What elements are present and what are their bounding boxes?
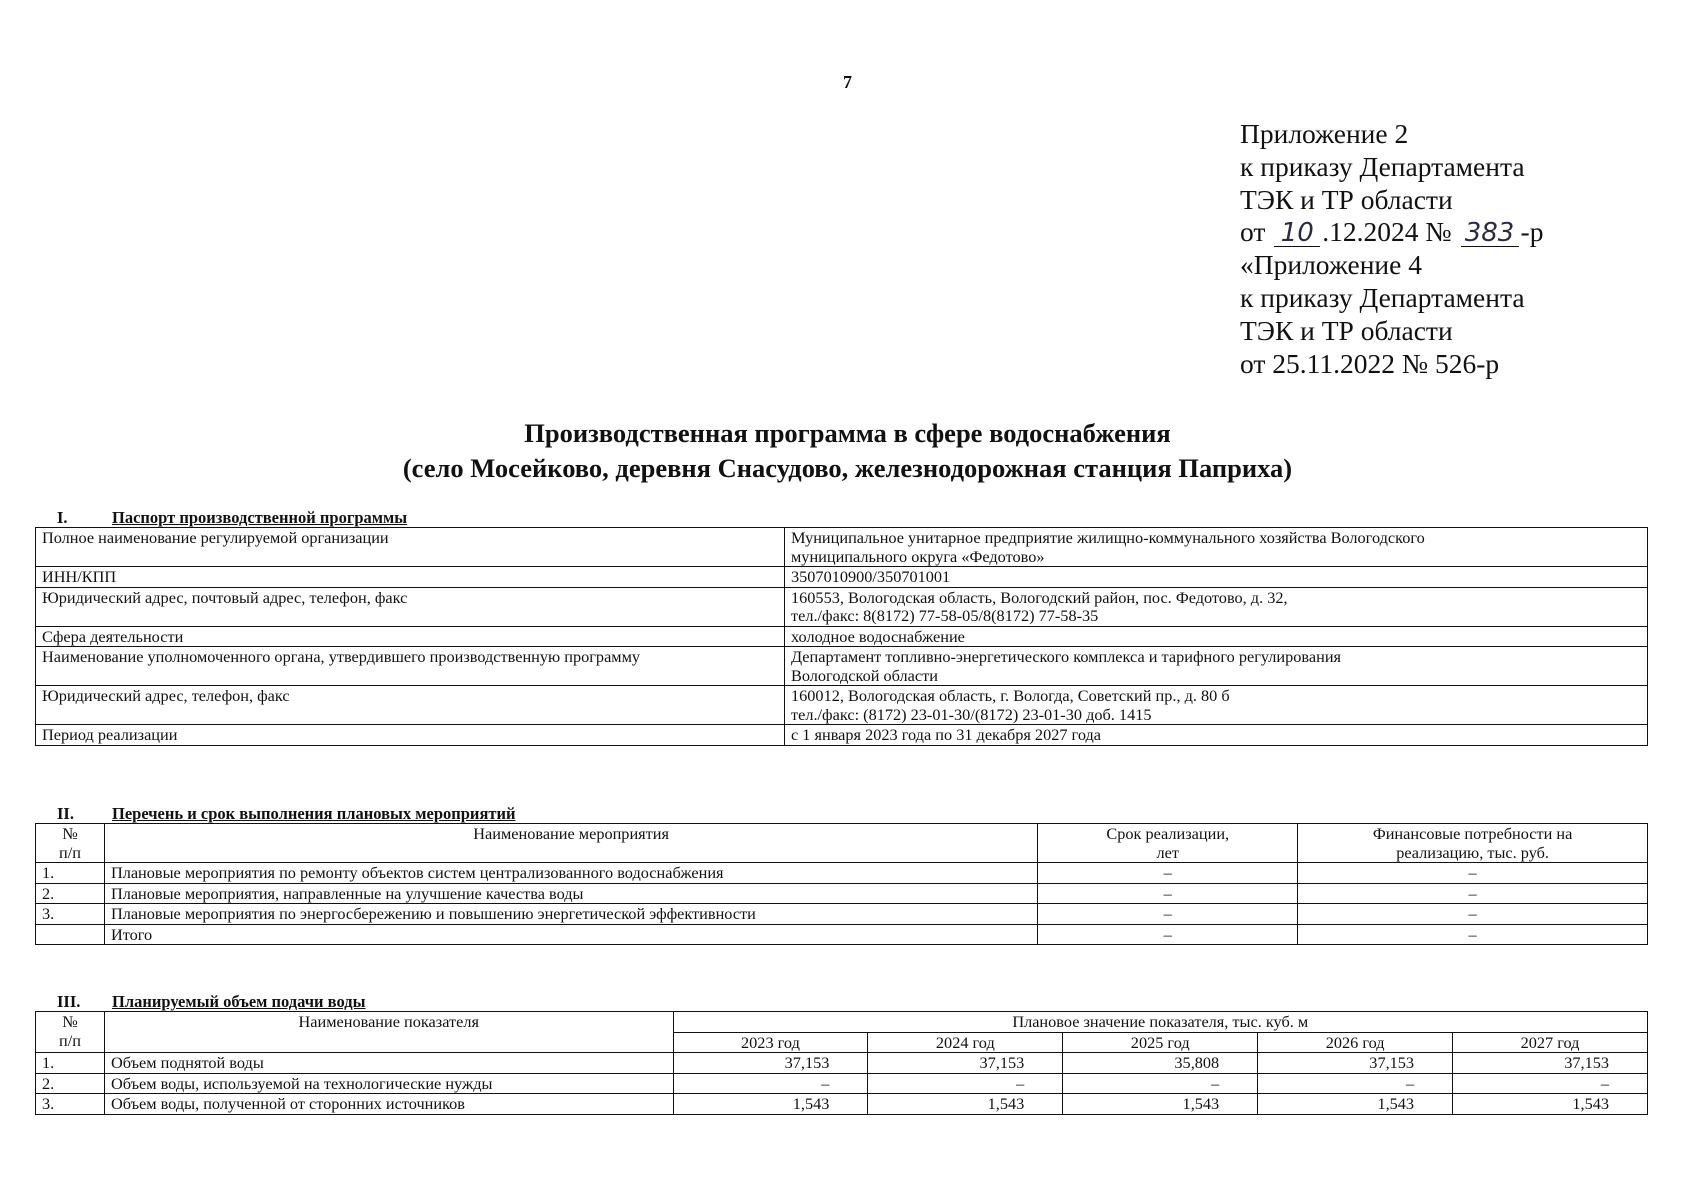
row-value: Департамент топливно-энергетического комплекса и тарифного регулирования Вологодской области: [785, 647, 1648, 686]
row-name: Плановые мероприятия по ремонту объектов систем централизованного водоснабжения: [104, 863, 1037, 884]
row-value: 37,153: [673, 1053, 868, 1074]
row-label: ИНН/КПП: [36, 567, 785, 588]
table-row: [36, 587, 1648, 626]
appendix-line: к приказу Департамента: [1240, 150, 1525, 182]
header-finance: Финансовые потребности на реализацию, тыс. руб.: [1298, 824, 1648, 863]
row-value: 160012, Вологодская область, г. Вологда, Советский пр., д. 80 б тел./факс: (8172) 23-01-30/(8172) 23-01-30 доб. 1415: [785, 686, 1648, 725]
table-row: [36, 1053, 1648, 1074]
header-group: Плановое значение показателя, тыс. куб. м: [673, 1012, 1647, 1033]
row-name: Объем поднятой воды: [104, 1053, 673, 1074]
row-num: 1.: [36, 863, 105, 884]
row-finance: –: [1298, 924, 1648, 945]
table-row: [36, 883, 1648, 904]
header-year: 2027 год: [1453, 1032, 1648, 1053]
row-label: Юридический адрес, телефон, факс: [36, 686, 785, 725]
row-label: Юридический адрес, почтовый адрес, телефон, факс: [36, 587, 785, 626]
row-value: 3507010900/350701001: [785, 567, 1648, 588]
row-finance: –: [1298, 883, 1648, 904]
row-term: –: [1038, 924, 1298, 945]
row-term: –: [1038, 883, 1298, 904]
row-value: –: [868, 1073, 1063, 1094]
measures-table: [35, 823, 1648, 945]
appendix-block: [1240, 118, 1543, 380]
table-row: [36, 1094, 1648, 1115]
row-num: 3.: [36, 1094, 105, 1115]
appendix-line: к приказу Департамента: [1240, 281, 1525, 313]
table-header-row: [36, 824, 1648, 863]
row-name: Плановые мероприятия по энергосбережению и повышению энергетической эффективности: [104, 904, 1037, 925]
section-3-heading: [57, 993, 366, 1011]
row-term: –: [1038, 904, 1298, 925]
table-row: [36, 647, 1648, 686]
row-value: –: [1453, 1073, 1648, 1094]
table-header-row: [36, 1012, 1648, 1033]
header-year: 2023 год: [673, 1032, 868, 1053]
row-value: Муниципальное унитарное предприятие жилищно-коммунального хозяйства Вологодского муниципального округа «Федотово»: [785, 528, 1648, 567]
appendix-line: от 25.11.2022 № 526-р: [1240, 347, 1500, 379]
row-name: Объем воды, используемой на технологические нужды: [104, 1073, 673, 1094]
table-row: [36, 904, 1648, 925]
appendix-line: «Приложение 4: [1240, 249, 1422, 281]
section-title: Планируемый объем подачи воды: [112, 992, 366, 1011]
section-title: Паспорт производственной программы: [112, 508, 408, 527]
row-value: 35,808: [1063, 1053, 1258, 1074]
row-value: холодное водоснабжение: [785, 626, 1648, 647]
row-num: 2.: [36, 883, 105, 904]
section-number: I.: [57, 508, 68, 527]
row-num: 1.: [36, 1053, 105, 1074]
row-value: 1,543: [1258, 1094, 1453, 1115]
row-name: Плановые мероприятия, направленные на улучшение качества воды: [104, 883, 1037, 904]
row-num: [36, 924, 105, 945]
table-row: [36, 686, 1648, 725]
row-value: 37,153: [1453, 1053, 1648, 1074]
row-num: 3.: [36, 904, 105, 925]
appendix-line: ТЭК и ТР области: [1240, 314, 1453, 346]
appendix-line: ТЭК и ТР области: [1240, 183, 1453, 215]
row-finance: –: [1298, 904, 1648, 925]
row-value: 1,543: [673, 1094, 868, 1115]
table-row: [36, 863, 1648, 884]
row-value: –: [1258, 1073, 1453, 1094]
row-value: 160553, Вологодская область, Вологодский район, пос. Федотово, д. 32, тел./факс: 8(8172) 77-58-05/8(8172) 77-58-35: [785, 587, 1648, 626]
header-year: 2024 год: [868, 1032, 1063, 1053]
row-finance: –: [1298, 863, 1648, 884]
header-num: № п/п: [36, 1012, 105, 1053]
row-term: –: [1038, 863, 1298, 884]
title-line-2: (село Мосейково, деревня Снасудово, железнодорожная станция Паприха): [402, 453, 1293, 483]
table-row: [36, 528, 1648, 567]
row-label: Период реализации: [36, 725, 785, 746]
table-row: [36, 1073, 1648, 1094]
appendix-line: Приложение 2: [1240, 118, 1409, 149]
row-value: –: [1063, 1073, 1258, 1094]
row-label: Полное наименование регулируемой организации: [36, 528, 785, 567]
row-value: 37,153: [868, 1053, 1063, 1074]
section-number: II.: [57, 804, 74, 823]
section-1-heading: [57, 509, 407, 527]
header-name: Наименование показателя: [104, 1012, 673, 1053]
row-value: 1,543: [1453, 1094, 1648, 1115]
page-number: 7: [843, 72, 852, 92]
table-row: [36, 626, 1648, 647]
section-title: Перечень и срок выполнения плановых мероприятий: [112, 804, 516, 823]
order-suffix: -р: [1520, 216, 1544, 248]
handwritten-order-number: 383: [1461, 220, 1519, 247]
row-label: Наименование уполномоченного органа, утвердившего производственную программу: [36, 647, 785, 686]
header-num: № п/п: [36, 824, 105, 863]
row-value: 1,543: [1063, 1094, 1258, 1115]
handwritten-day: 10: [1274, 220, 1320, 247]
row-value: с 1 января 2023 года по 31 декабря 2027 года: [785, 725, 1648, 746]
water-volume-table: [35, 1011, 1648, 1115]
row-num: 2.: [36, 1073, 105, 1094]
header-name: Наименование мероприятия: [104, 824, 1037, 863]
title-line-1: Производственная программа в сфере водоснабжения: [524, 418, 1171, 448]
header-year: 2025 год: [1063, 1032, 1258, 1053]
header-term: Срок реализации, лет: [1038, 824, 1298, 863]
section-number: III.: [57, 992, 81, 1011]
order-date: .12.2024 №: [1322, 216, 1452, 248]
row-name: Итого: [104, 924, 1037, 945]
header-year: 2026 год: [1258, 1032, 1453, 1053]
order-prefix: от: [1240, 216, 1266, 248]
row-name: Объем воды, полученной от сторонних источников: [104, 1094, 673, 1115]
document-title: [0, 416, 1695, 486]
row-label: Сфера деятельности: [36, 626, 785, 647]
section-2-heading: [57, 805, 516, 823]
appendix-order-line: [1240, 216, 1543, 249]
table-row: [36, 725, 1648, 746]
row-value: 37,153: [1258, 1053, 1453, 1074]
row-value: –: [673, 1073, 868, 1094]
table-row: [36, 567, 1648, 588]
table-total-row: [36, 924, 1648, 945]
passport-table: [35, 527, 1648, 746]
row-value: 1,543: [868, 1094, 1063, 1115]
